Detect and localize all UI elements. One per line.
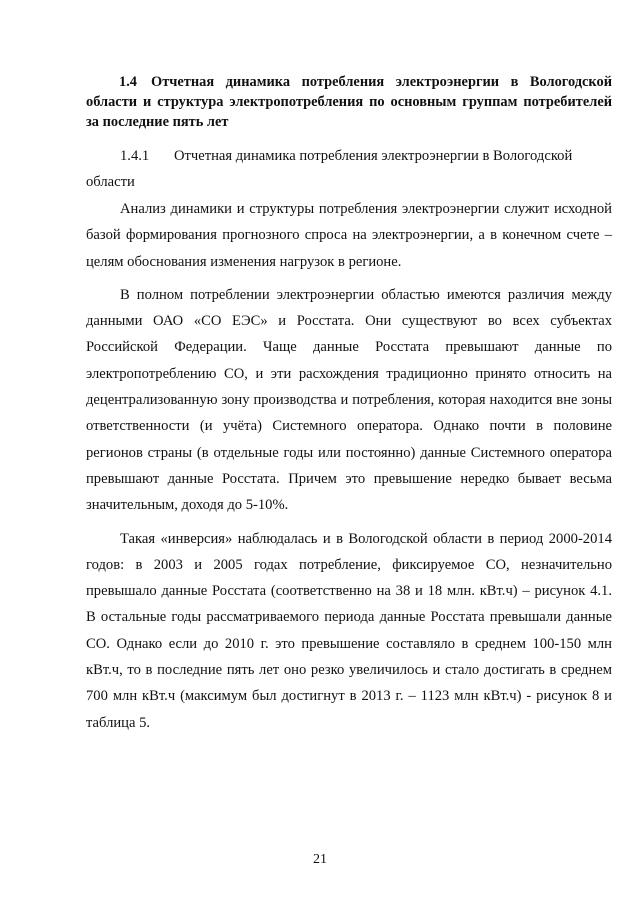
section-heading <box>86 72 612 132</box>
section-title: Отчетная динамика потребления электроэнергии в Вологодской области и структура электропотребления по основным группам потребителей за последние пять лет <box>86 74 612 130</box>
section-number: 1.4 <box>119 74 137 90</box>
subsection-number: 1.4.1 <box>120 148 150 164</box>
paragraph: Такая «инверсия» наблюдалась и в Вологодской области в период 2000-2014 годов: в 2003 и 2005 годах потребление, фиксируемое СО, незначительно превышало данные Росстата (соответственно на 38 и 18 млн. кВт.ч) – рисунок 4.1. В остальные годы рассматриваемого периода данные Росстата превышали данные СО. Однако если до 2010 г. это превышение составляло в среднем 100-150 млн кВт.ч, то в последние пять лет оно резко увеличилось и стало достигать в среднем 700 млн кВт.ч (максимум был достигнут в 2013 г. – 1123 млн кВт.ч) - рисунок 8 и таблица 5. <box>86 530 612 731</box>
paragraph: В полном потреблении электроэнергии областью имеются различия между данными ОАО «СО ЕЭС» и Росстата. Они существуют во всех субъектах Российской Федерации. Чаще данные Росстата превышают данные по электропотреблению СО, и эти расхождения традиционно принято относить на децентрализованную зону производства и потребления, которая находится вне зоны ответственности (и учёта) Системного оператора. Однако почти в половине регионов страны (в отдельные годы или постоянно) данные Системного оператора превышают данные Росстата. Причем это превышение нередко бывает весьма значительным, доходя до 5-10%. <box>86 286 612 514</box>
page-number: 21 <box>313 852 327 867</box>
subsection-title: Отчетная динамика потребления электроэнергии в Вологодской области <box>86 148 573 190</box>
body-text <box>86 196 612 743</box>
subsection-heading <box>86 143 612 195</box>
paragraph: Анализ динамики и структуры потребления электроэнергии служит исходной базой формирования прогнозного спроса на электроэнергии, а в конечном счете – целям обоснования изменения нагрузок в регионе. <box>86 201 612 270</box>
